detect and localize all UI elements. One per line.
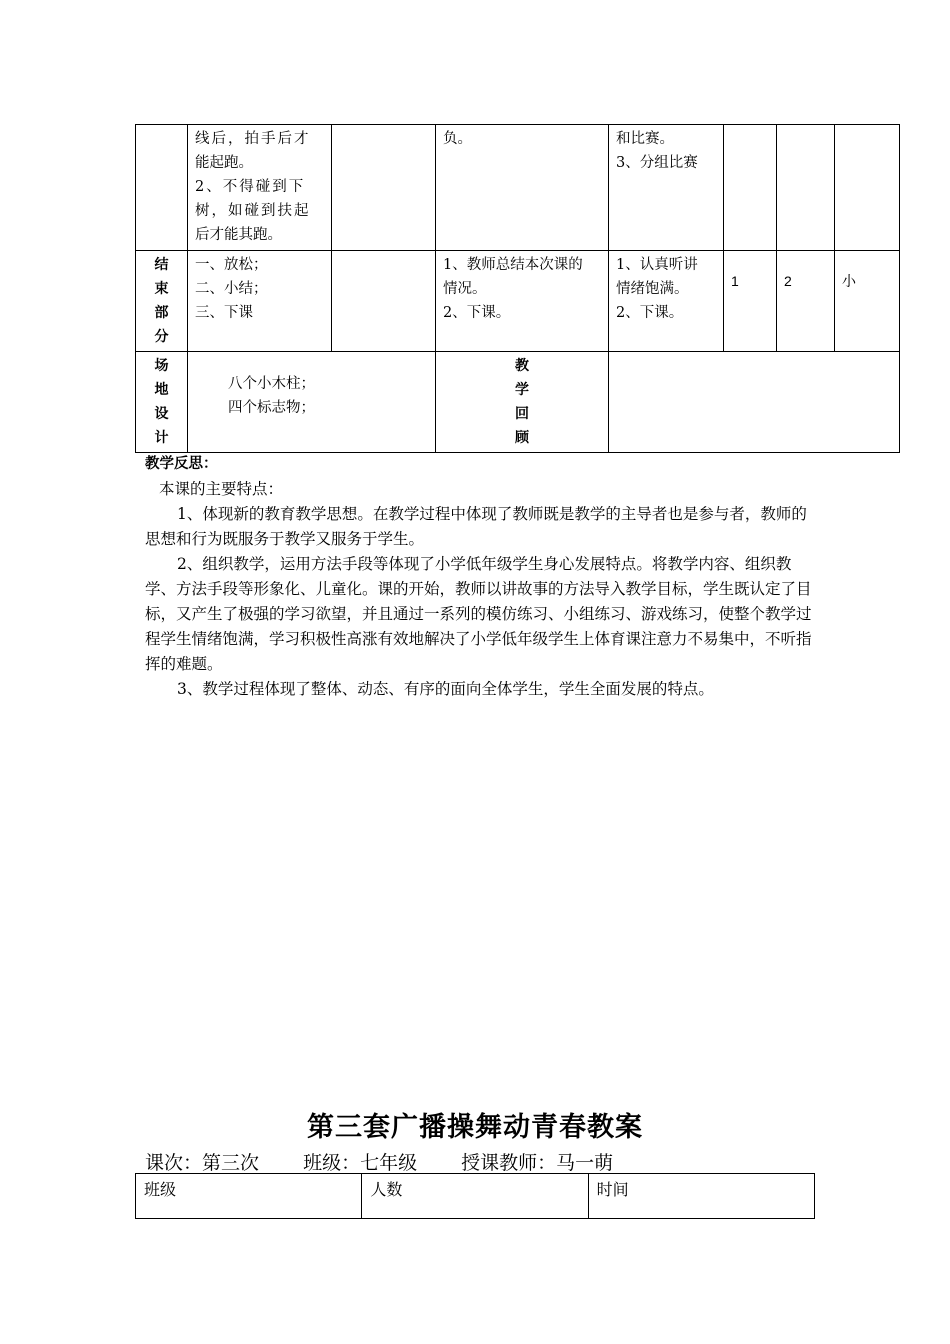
empty-cell	[724, 125, 777, 251]
student-line: 2、下课。	[616, 305, 684, 321]
lesson-meta	[145, 1148, 651, 1175]
table-row	[136, 1174, 815, 1219]
class-grade: 班级：七年级	[303, 1152, 418, 1174]
review-content-cell	[609, 352, 900, 453]
section-char: 部	[154, 305, 169, 321]
section-char: 地	[154, 382, 169, 398]
empty-cell	[332, 251, 436, 352]
section-char: 场	[154, 358, 169, 374]
teacher-line: 负。	[443, 131, 472, 147]
venue-content-cell	[188, 352, 436, 453]
rules-line: 线后，拍手后才	[195, 131, 311, 147]
content-line: 三、下课	[195, 305, 253, 321]
count-cell: 1	[724, 251, 777, 352]
section-char: 结	[154, 257, 169, 273]
venue-line: 四个标志物；	[228, 400, 315, 416]
student-line: 情绪饱满。	[616, 281, 689, 297]
reflection-point: 2、组织教学，运用方法手段等体现了小学低年级学生身心发展特点。将教学内容、组织教学、方法手段等形象化、儿童化。课的开始，教师以讲故事的方法导入教学目标，学生既认定了目标，又产生了极强的学习欲望，并且通过一系列的模仿练习、小组练习、游戏练习，使整个教学过程学生情绪饱满，学习积极性高涨有效地解决了小学低年级学生上体育课注意力不易集中，不听指挥的难题。	[145, 555, 812, 673]
table-row-game	[136, 125, 900, 251]
teacher-line: 情况。	[443, 281, 487, 297]
time-cell: 2	[777, 251, 835, 352]
reflection-intro: 本课的主要特点：	[159, 480, 284, 498]
count-header: 人数	[362, 1174, 588, 1219]
teacher-line: 1、教师总结本次课的	[443, 257, 583, 273]
content-line: 一、放松；	[195, 257, 268, 273]
section-char: 分	[154, 329, 169, 345]
section-cell-empty	[136, 125, 188, 251]
review-char: 教	[515, 358, 529, 374]
page-title: 第三套广播操舞动青春教案	[307, 1112, 643, 1143]
reflection-title: 教学反思：	[145, 456, 218, 472]
class-header: 班级	[136, 1174, 362, 1219]
teaching-reflection	[145, 452, 815, 702]
section-char: 设	[154, 406, 169, 422]
table-row-venue	[136, 352, 900, 453]
teacher-name: 授课教师：马一萌	[461, 1152, 614, 1174]
content-line: 二、小结；	[195, 281, 268, 297]
rules-line: 树，如碰到扶起	[195, 203, 311, 219]
student-line: 1、认真听讲	[616, 257, 698, 273]
review-char: 学	[515, 382, 529, 398]
teacher-activity-cell	[436, 125, 609, 251]
review-label	[436, 352, 609, 453]
review-char: 回	[515, 406, 529, 422]
end-content-cell	[188, 251, 332, 352]
rules-line: 2、不得碰到下	[195, 179, 306, 195]
table-row-end	[136, 251, 900, 352]
venue-line: 八个小木柱；	[228, 376, 315, 392]
reflection-point: 3、教学过程体现了整体、动态、有序的面向全体学生，学生全面发展的特点。	[177, 680, 714, 698]
review-char: 顾	[515, 430, 529, 446]
reflection-point: 1、体现新的教育教学思想。在教学过程中体现了教师既是教学的主导者也是参与者，教师的思想和行为既服务于教学又服务于学生。	[145, 505, 807, 548]
student-activity-cell	[609, 251, 724, 352]
section-char: 计	[154, 430, 169, 446]
section-char: 束	[154, 281, 169, 297]
teacher-line: 2、下课。	[443, 305, 511, 321]
rules-line: 能起跑。	[195, 155, 253, 171]
time-header: 时间	[588, 1174, 814, 1219]
section-label-venue	[136, 352, 188, 453]
student-line: 3、分组比赛	[616, 155, 698, 171]
student-activity-cell	[609, 125, 724, 251]
intensity-cell: 小	[835, 251, 900, 352]
lesson-number: 课次：第三次	[145, 1152, 260, 1174]
section-label-end	[136, 251, 188, 352]
empty-cell	[332, 125, 436, 251]
empty-cell	[777, 125, 835, 251]
game-rules-cell	[188, 125, 332, 251]
rules-line: 后才能其跑。	[195, 227, 282, 243]
teacher-activity-cell	[436, 251, 609, 352]
student-line: 和比赛。	[616, 131, 674, 147]
lesson-plan-table	[135, 124, 900, 453]
class-info-table	[135, 1173, 815, 1219]
empty-cell	[835, 125, 900, 251]
